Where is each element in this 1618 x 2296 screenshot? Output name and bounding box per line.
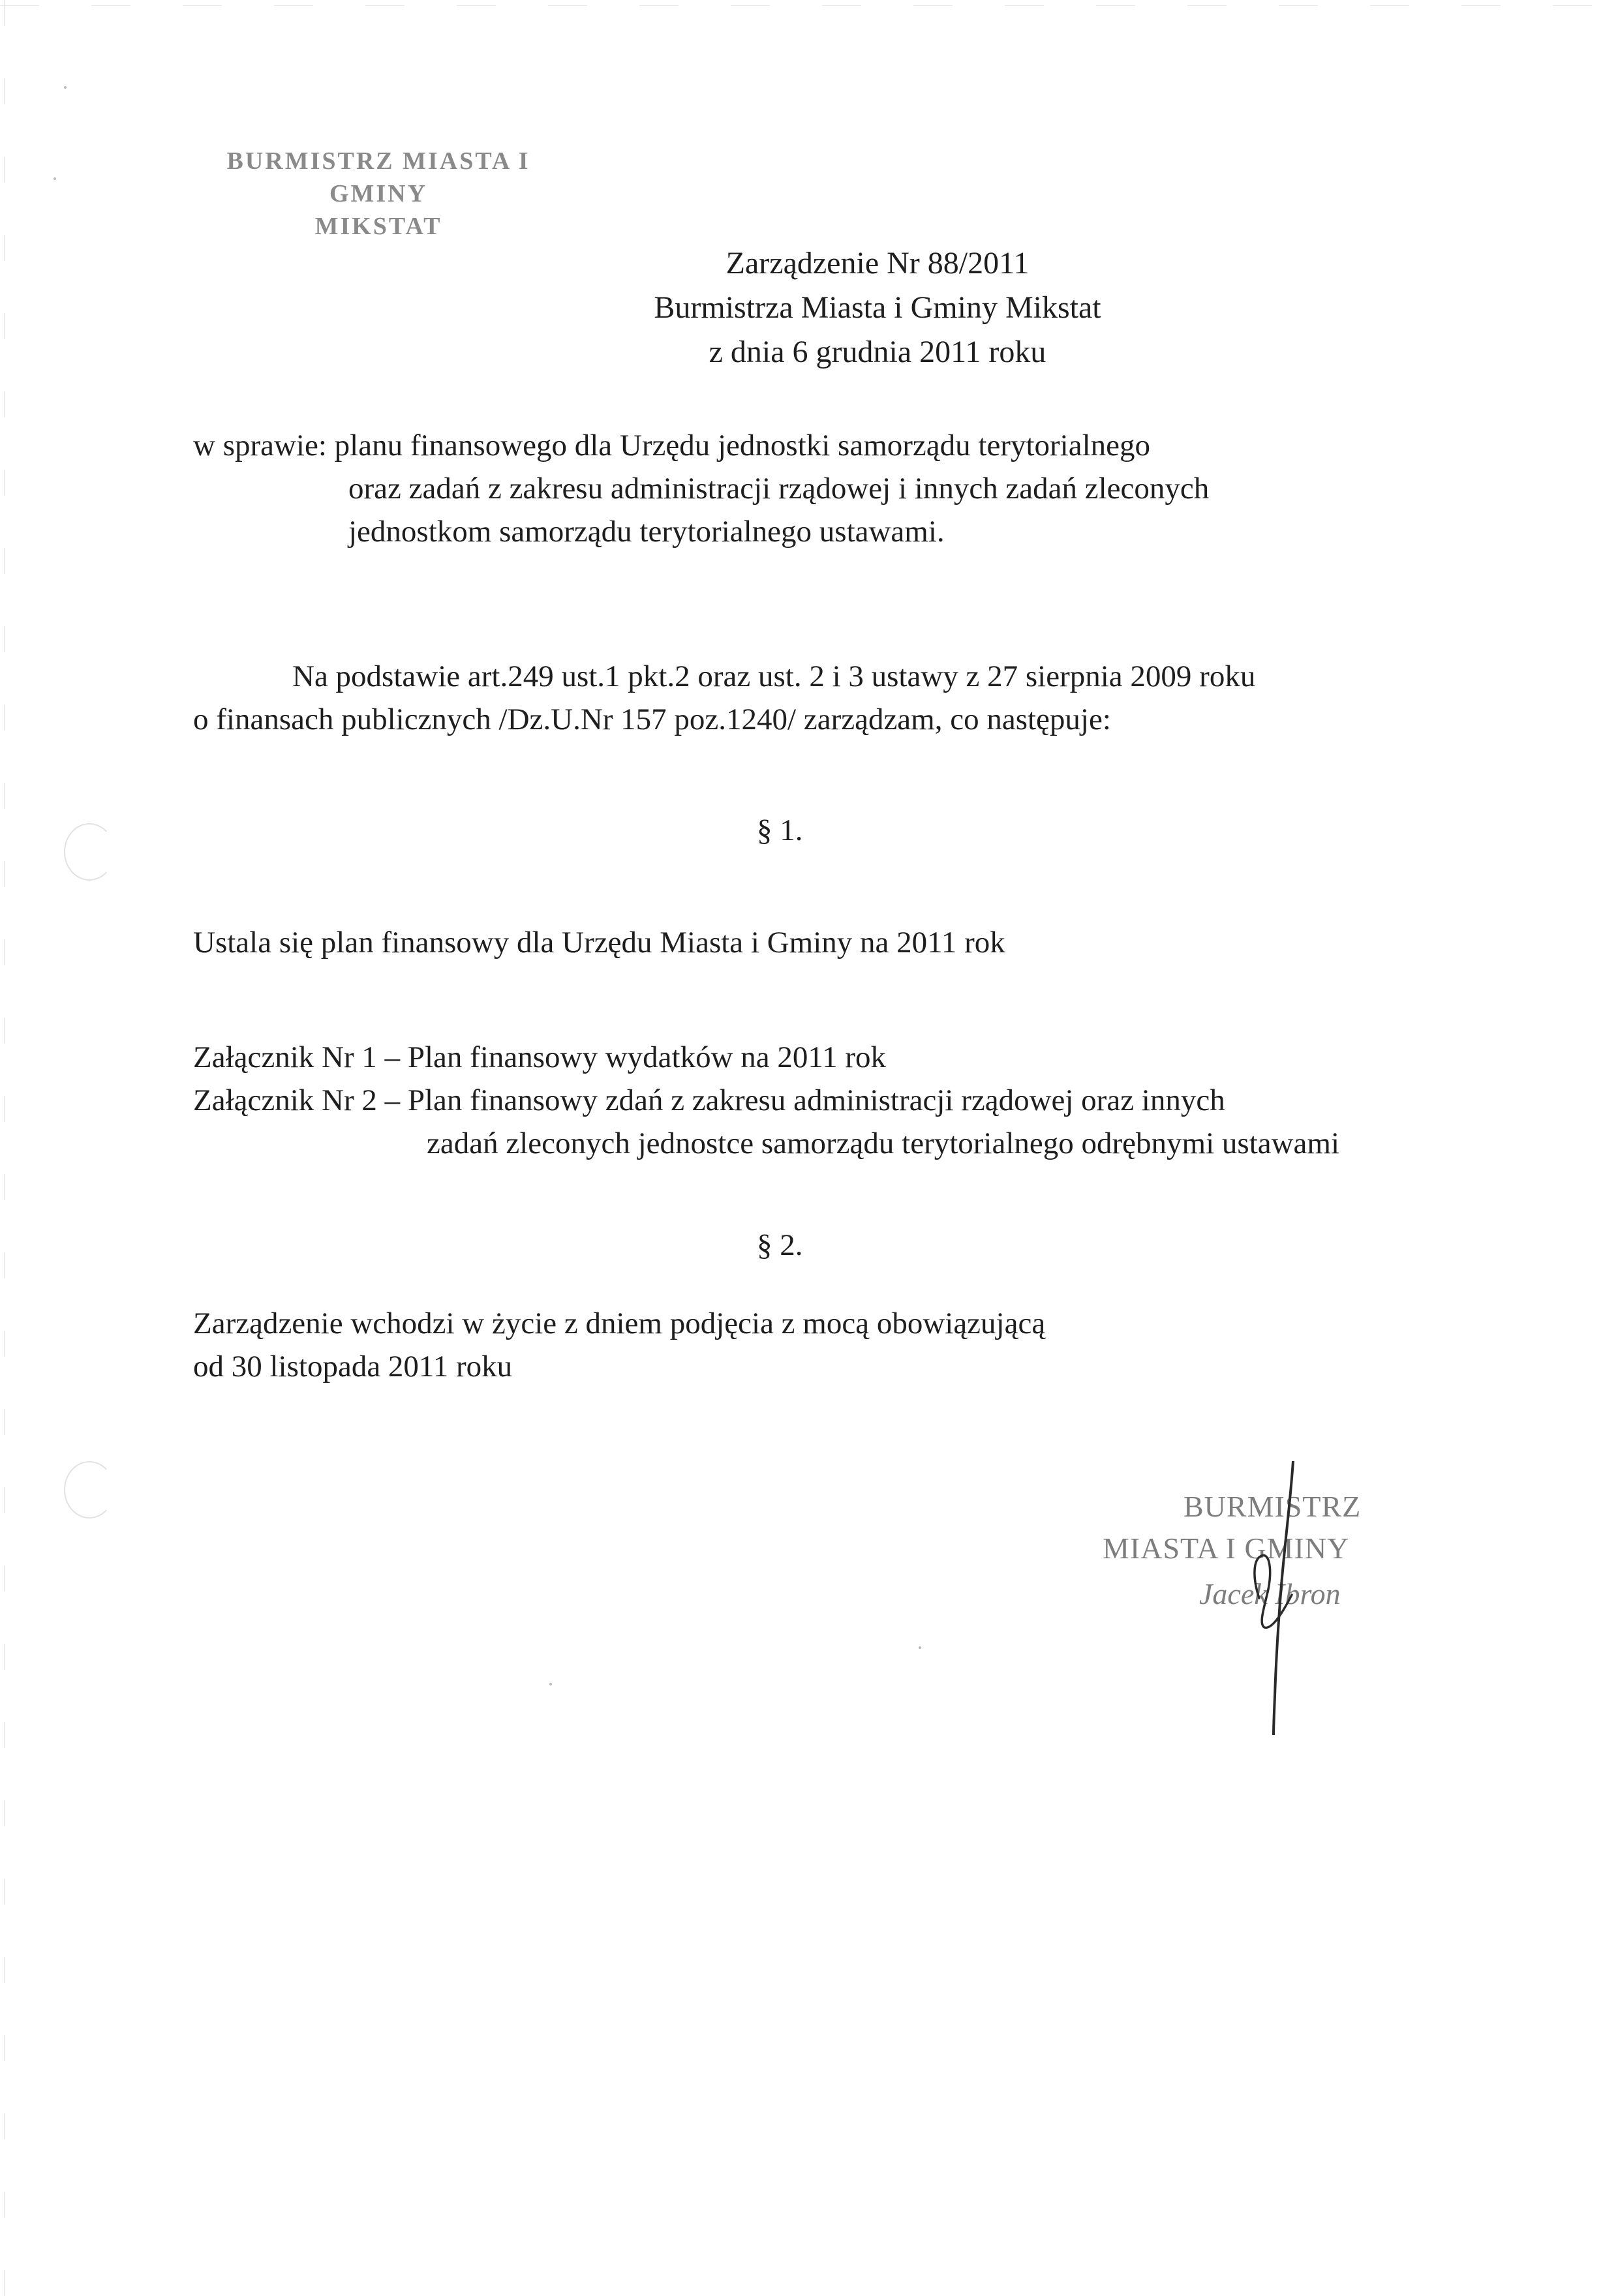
attachment-item-1: Załącznik Nr 1 – Plan finansowy wydatków na 2011 rok — [193, 1040, 887, 1074]
legal-basis-line: o finansach publicznych /Dz.U.Nr 157 poz.1240/ zarządzam, co następuje: — [193, 702, 1111, 736]
header-stamp — [196, 145, 561, 243]
title-line-date: z dnia 6 grudnia 2011 roku — [709, 335, 1046, 369]
attachment-item-2-continuation: zadań zleconych jednostce samorządu terytorialnego odrębnymi ustawami — [427, 1126, 1340, 1160]
attachments-list — [193, 1036, 1433, 1165]
subject-block — [193, 424, 1433, 553]
signature-stamp-name: Jacek Ibron — [1199, 1577, 1341, 1610]
legal-basis-line: Na podstawie art.249 ust.1 pkt.2 oraz ust. 2 i 3 ustawy z 27 sierpnia 2009 roku — [292, 659, 1256, 693]
scan-speck — [64, 86, 67, 89]
signature-stamp-office: MIASTA I GMINY — [1103, 1532, 1350, 1565]
legal-basis — [193, 655, 1433, 741]
effective-date-line: od 30 listopada 2011 roku — [193, 1350, 513, 1383]
punch-hole-mark — [64, 823, 115, 881]
title-line-issuer: Burmistrza Miasta i Gminy Mikstat — [654, 290, 1101, 325]
scan-top-artifact — [0, 5, 1618, 6]
section-2-text — [193, 1302, 1433, 1388]
subject-line: jednostkom samorządu terytorialnego ustawami. — [348, 515, 945, 549]
header-stamp-line2: MIKSTAT — [314, 213, 442, 240]
scan-speck — [919, 1646, 921, 1649]
section-1-text: Ustala się plan finansowy dla Urzędu Miasta i Gminy na 2011 rok — [193, 926, 1005, 959]
scan-speck — [53, 177, 56, 180]
effective-date-line: Zarządzenie wchodzi w życie z dniem podjęcia z mocą obowiązującą — [193, 1307, 1046, 1340]
subject-line: oraz zadań z zakresu administracji rządowej i innych zadań zleconych — [348, 472, 1210, 506]
section-2-mark: § 2. — [757, 1228, 803, 1262]
handwritten-signature — [1233, 1461, 1311, 1735]
section-1-mark: § 1. — [757, 813, 803, 847]
signature-stamp-title: BURMISTRZ — [1183, 1490, 1362, 1523]
punch-hole-mark — [64, 1461, 115, 1518]
scan-speck — [549, 1683, 552, 1685]
header-stamp-line1: BURMISTRZ MIASTA I GMINY — [226, 147, 530, 207]
title-line-ordinance-number: Zarządzenie Nr 88/2011 — [725, 246, 1030, 280]
attachment-item-2: Załącznik Nr 2 – Plan finansowy zdań z zakresu administracji rządowej oraz innych — [193, 1083, 1225, 1117]
subject-line: w sprawie: planu finansowego dla Urzędu jednostki samorządu terytorialnego — [193, 429, 1151, 462]
document-title — [0, 241, 1618, 374]
